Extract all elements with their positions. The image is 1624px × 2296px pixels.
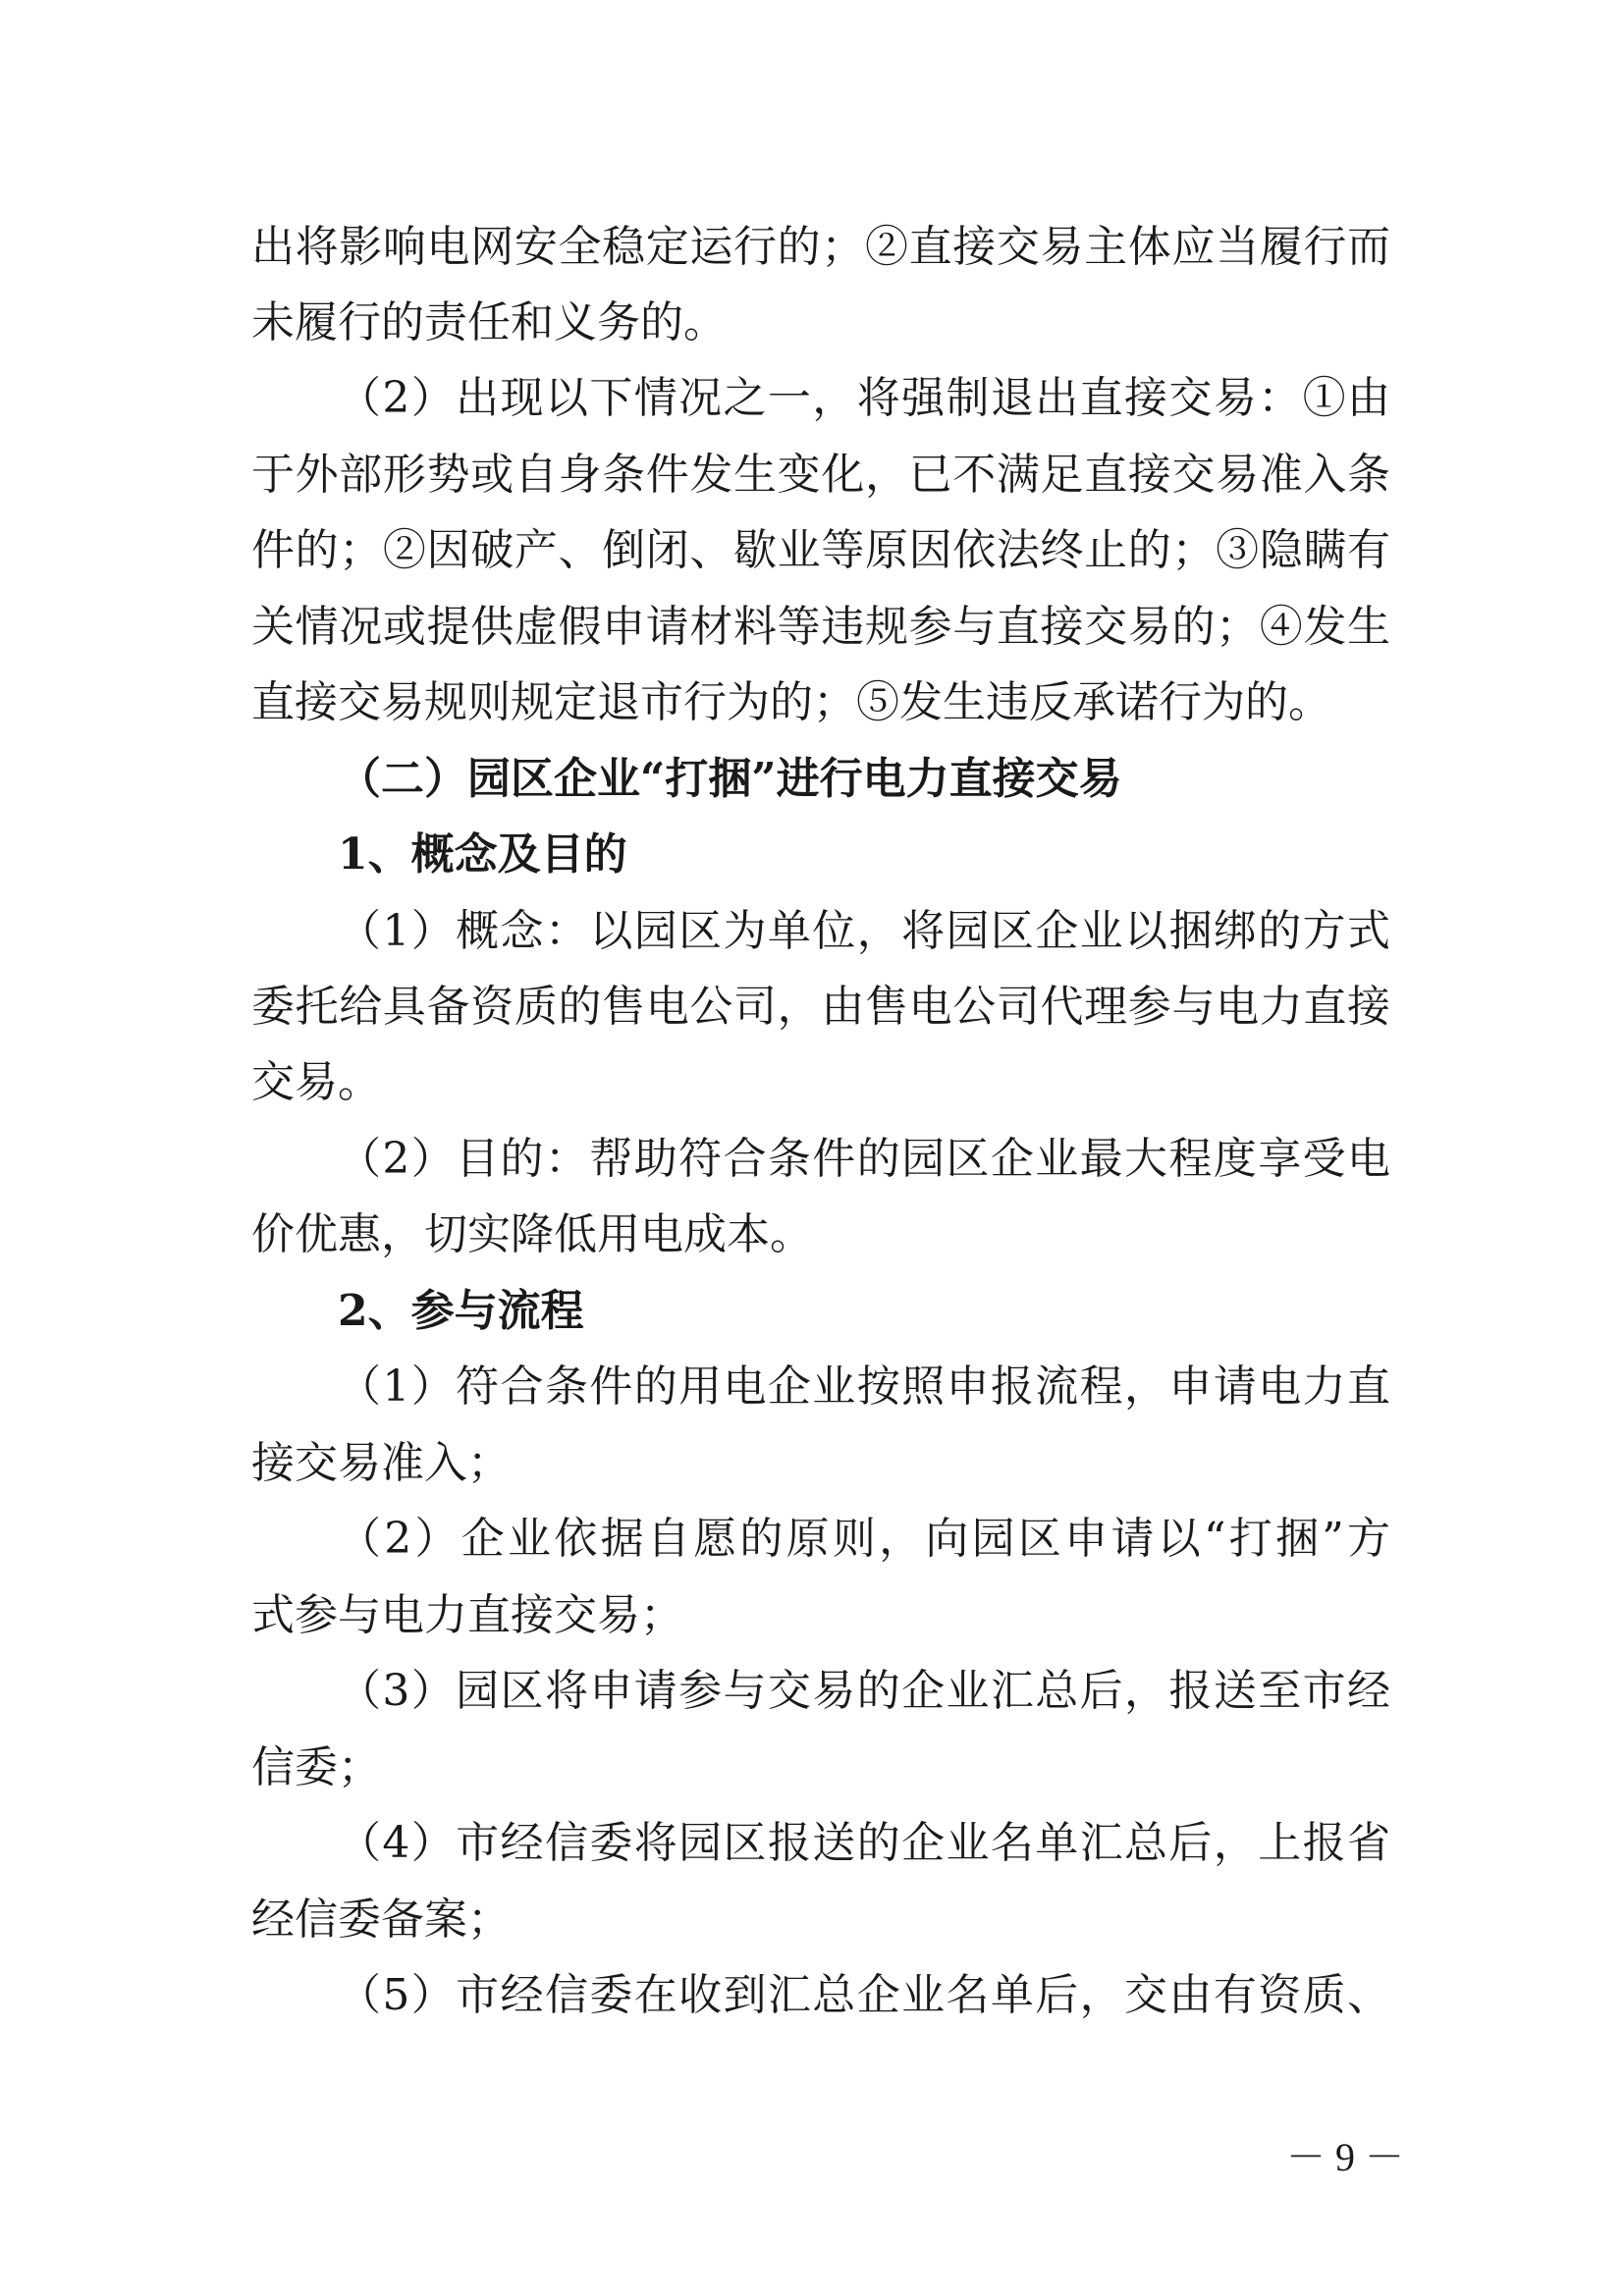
subsection-heading: 1、概念及目的 [338,829,627,880]
body-text-line: 未履行的责任和义务的。 [251,297,727,347]
body-text-line: 接交易准入； [251,1438,511,1488]
body-text-line: 件的；②因破产、倒闭、歇业等原因依法终止的；③隐瞒有 [251,525,1390,575]
body-text-line: （2）出现以下情况之一，将强制退出直接交易：①由 [338,373,1390,423]
body-text-line: （5）市经信委在收到汇总企业名单后，交由有资质、 [338,1970,1390,2020]
body-text-line: （3）园区将申请参与交易的企业汇总后，报送至市经 [338,1666,1390,1716]
body-text-line: 交易。 [251,1057,381,1107]
body-text-line: 价优惠，切实降低用电成本。 [251,1209,813,1259]
body-text-line: （2）企业依据自愿的原则，向园区申请以“打捆”方 [338,1514,1390,1564]
body-text-line: 直接交易规则规定退市行为的；⑤发生违反承诺行为的。 [251,677,1331,727]
body-text-line: 式参与电力直接交易； [251,1590,683,1640]
page-number: － 9 － [1286,2135,1404,2179]
body-text-line: 经信委备案； [251,1895,511,1945]
body-text-line: （4）市经信委将园区报送的企业名单汇总后，上报省 [338,1818,1390,1868]
section-heading: （二）园区企业“打捆”进行电力直接交易 [338,754,1122,804]
body-text-line: （1）符合条件的用电企业按照申报流程，申请电力直 [338,1362,1390,1412]
body-text-line: （1）概念：以园区为单位，将园区企业以捆绑的方式 [338,906,1390,956]
body-text-line: 于外部形势或自身条件发生变化，已不满足直接交易准入条 [251,450,1390,500]
subsection-heading: 2、参与流程 [338,1286,584,1336]
body-text-line: 关情况或提供虚假申请材料等违规参与直接交易的；④发生 [251,602,1390,652]
body-text-line: 出将影响电网安全稳定运行的；②直接交易主体应当履行而 [251,222,1390,272]
body-text-line: （2）目的：帮助符合条件的园区企业最大程度享受电 [338,1134,1390,1184]
body-text-line: 委托给具备资质的售电公司，由售电公司代理参与电力直接 [251,982,1390,1032]
body-text-line: 信委； [251,1742,381,1792]
